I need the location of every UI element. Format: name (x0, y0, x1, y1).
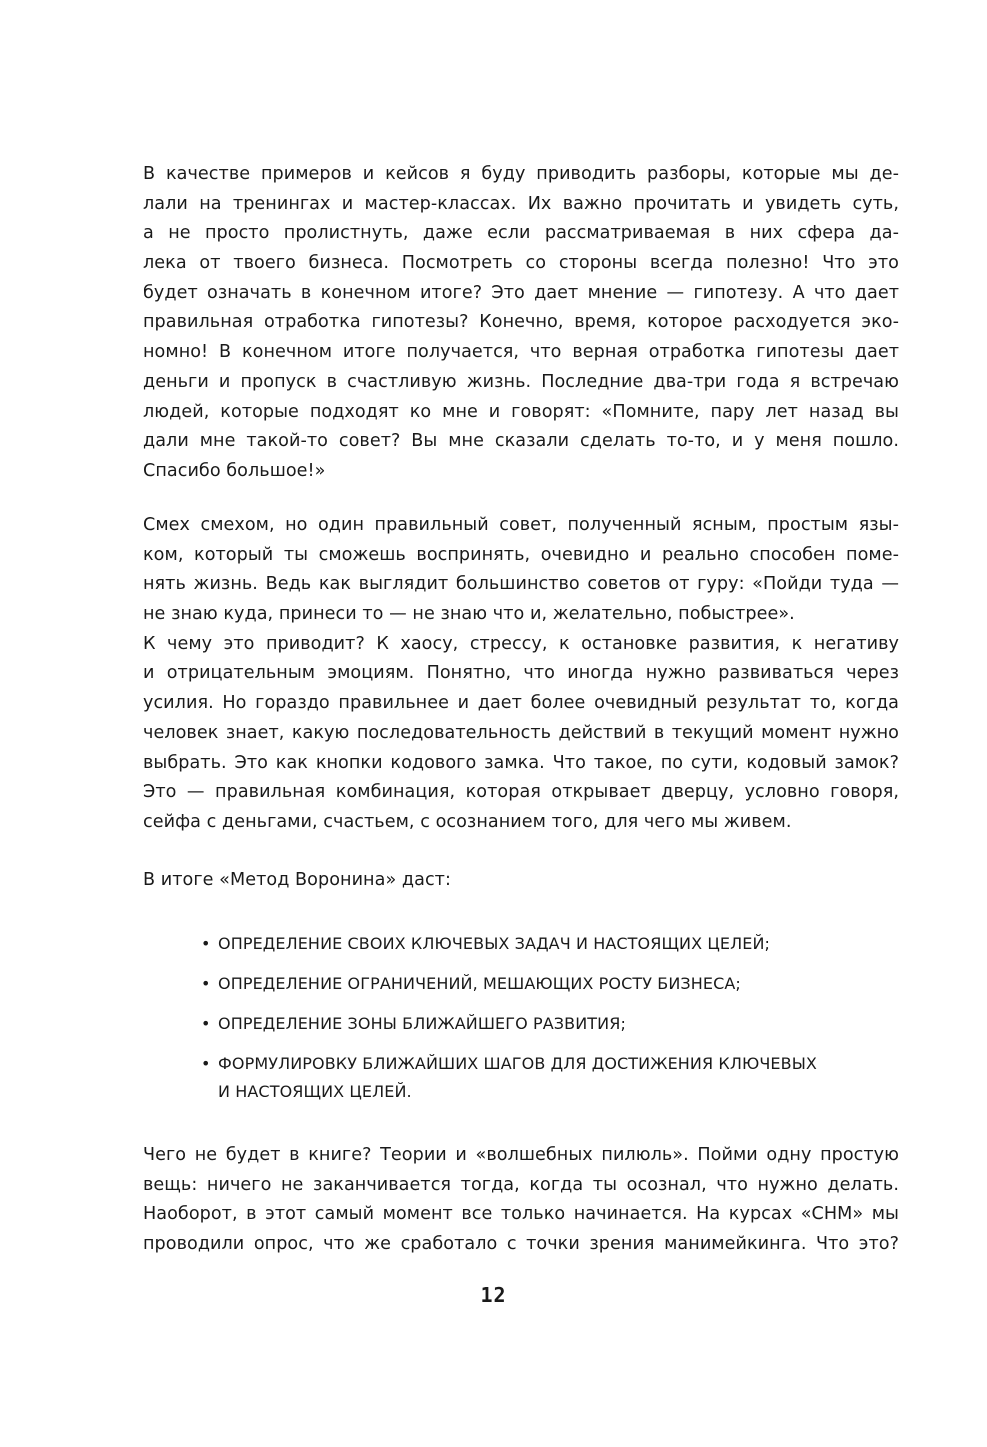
list-item-text: • ОПРЕДЕЛЕНИЕ ЗОНЫ БЛИЖАЙШЕГО РАЗВИТИЯ; (218, 1014, 626, 1033)
text-line: Чего не будет в книге? Теории и «волшебных пилюль». Пойми одну простую (143, 1145, 899, 1165)
method-results-list (200, 930, 900, 1118)
text-line: лали на тренингах и мастер-классах. Их важно прочитать и увидеть суть, (143, 193, 899, 214)
text-line: проводили опрос, что же сработало с точки зрения манимейкинга. Что это? (143, 1234, 899, 1255)
text-line: Это — правильная комбинация, которая открывает дверцу, условно говоря, (143, 782, 899, 803)
text-line: людей, которые подходят ко мне и говорят: «Помните, пару лет назад вы (143, 401, 899, 422)
text-line: ком, который ты сможешь воспринять, очевидно и реально способен поме- (143, 544, 899, 565)
list-item (200, 930, 900, 958)
text-line: правильная отработка гипотезы? Конечно, время, которое расходуется эко- (143, 312, 899, 333)
list-item (200, 970, 900, 998)
text-line: нять жизнь. Ведь как выглядит большинство советов от гуру: «Пойди туда — (143, 574, 899, 595)
text-line: К чему это приводит? К хаосу, стрессу, к остановке развития, к негативу (143, 633, 899, 654)
text-line: будет означать в конечном итоге? Это дает мнение — гипотезу. А что дает (143, 282, 899, 303)
list-item-text: • ОПРЕДЕЛЕНИЕ ОГРАНИЧЕНИЙ, МЕШАЮЩИХ РОСТУ БИЗНЕСА; (218, 974, 741, 993)
list-item (200, 1010, 900, 1038)
text-line: лека от твоего бизнеса. Посмотреть со стороны всегда полезно! Что это (143, 253, 899, 274)
text-line: а не просто пролистнуть, даже если рассматриваемая в них сфера да- (143, 223, 899, 244)
paragraph-method-intro (143, 866, 899, 896)
page-number: 12 (480, 1283, 507, 1307)
list-item-text: И НАСТОЯЩИХ ЦЕЛЕЙ. (218, 1082, 412, 1101)
text-line: Наоборот, в этот самый момент все только начинается. На курсах «СНМ» мы (143, 1204, 899, 1225)
text-line: не знаю куда, принеси то — не знаю что и, желательно, побыстрее». (143, 604, 795, 625)
text-line: сейфа с деньгами, счастьем, с осознанием того, для чего мы живем. (143, 811, 792, 832)
list-item (200, 1050, 900, 1106)
text-line: деньги и пропуск в счастливую жизнь. Последние два-три года я встречаю (143, 371, 899, 392)
paragraph-examples (143, 160, 899, 487)
text-line: выбрать. Это как кнопки кодового замка. Что такое, по сути, кодовый замок? (143, 752, 899, 773)
text-line: дали мне такой-то совет? Вы мне сказали сделать то-то, и у меня пошло. (143, 431, 899, 452)
list-item-text: • ОПРЕДЕЛЕНИЕ СВОИХ КЛЮЧЕВЫХ ЗАДАЧ И НАСТОЯЩИХ ЦЕЛЕЙ; (218, 934, 771, 953)
text-line: вещь: ничего не заканчивается тогда, когда ты осознал, что нужно делать. (143, 1174, 899, 1195)
text-line: человек знает, какую последовательность действий в текущий момент нужно (143, 722, 899, 743)
text-line: В итоге «Метод Воронина» даст: (143, 870, 451, 890)
paragraph-not-in-book (143, 1141, 899, 1260)
paragraph-advice (143, 511, 899, 838)
text-line: Смех смехом, но один правильный совет, полученный ясным, простым язы- (143, 515, 899, 535)
text-line: усилия. Но гораздо правильнее и дает более очевидный результат то, когда (143, 693, 899, 714)
text-line: и отрицательным эмоциям. Понятно, что иногда нужно развиваться через (143, 663, 899, 684)
text-line: Спасибо большое!» (143, 460, 326, 481)
list-item-text: • ФОРМУЛИРОВКУ БЛИЖАЙШИХ ШАГОВ ДЛЯ ДОСТИЖЕНИЯ КЛЮЧЕВЫХ (218, 1054, 817, 1073)
text-line: В качестве примеров и кейсов я буду приводить разборы, которые мы де- (143, 164, 899, 184)
text-line: номно! В конечном итоге получается, что верная отработка гипотезы дает (143, 342, 899, 363)
